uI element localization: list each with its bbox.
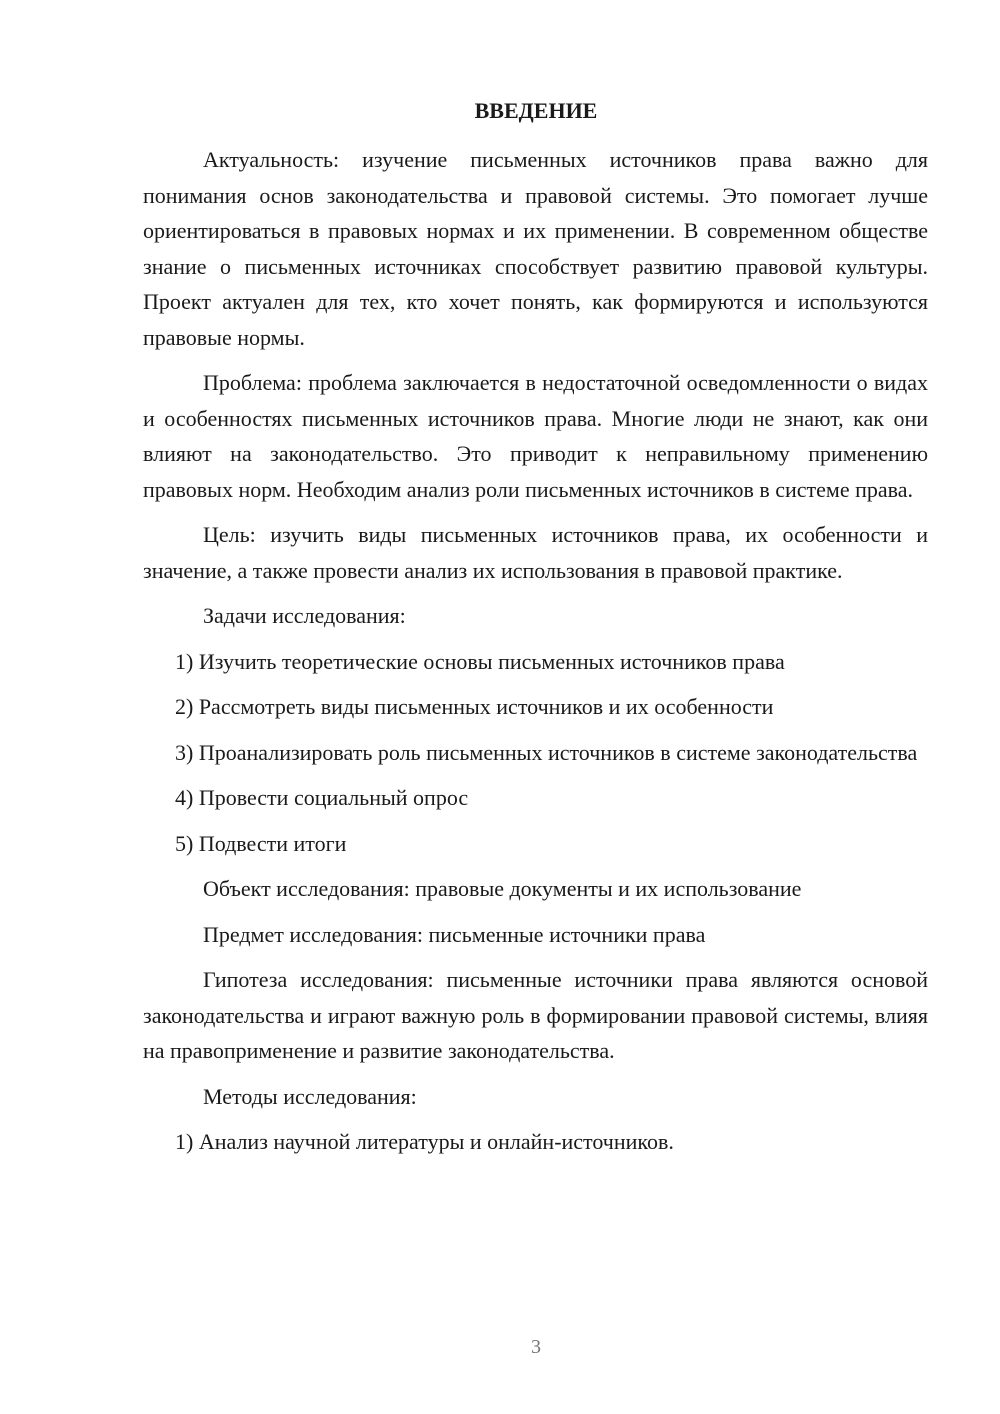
document-body	[143, 142, 928, 1170]
paragraph-goal: Цель: изучить виды письменных источников права, их особенности и значение, а также провести анализ их использования в правовой практике.	[143, 522, 928, 583]
task-item: 2) Рассмотреть виды письменных источников и их особенности	[175, 694, 774, 719]
methods-title: Методы исследования:	[203, 1083, 417, 1109]
task-item: 1) Изучить теоретические основы письменных источников права	[175, 648, 785, 674]
paragraph-object: Объект исследования: правовые документы и их использование	[203, 876, 802, 901]
task-item: 5) Подвести итоги	[175, 830, 347, 856]
paragraph-relevance: Актуальность: изучение письменных источников права важно для понимания основ законодательства и правовой системы. Это помогает лучше ориентироваться в правовых нормах и их применении. В современном обществе знание о письменных источниках способствует развитию правовой культуры. Проект актуален для тех, кто хочет понять, как формируются и используются правовые нормы.	[143, 147, 928, 350]
task-item: 4) Провести социальный опрос	[175, 785, 469, 810]
task-item: 3) Проанализировать роль письменных источников в системе законодательства	[175, 739, 918, 765]
paragraph-subject: Предмет исследования: письменные источники права	[203, 921, 706, 947]
page-title: ВВЕДЕНИЕ	[474, 98, 598, 123]
page-number: 3	[531, 1336, 541, 1358]
tasks-title: Задачи исследования:	[203, 603, 406, 628]
paragraph-hypothesis: Гипотеза исследования: письменные источники права являются основой законодательства и играют важную роль в формировании правовой системы, влияя на правоприменение и развитие законодательства.	[143, 967, 928, 1063]
paragraph-problem: Проблема: проблема заключается в недостаточной осведомленности о видах и особенностях письменных источников права. Многие люди не знают, как они влияют на законодательство. Это приводит к неправильному применению правовых норм. Необходим анализ роли письменных источников в системе права.	[143, 370, 928, 502]
method-item: 1) Анализ научной литературы и онлайн-источников.	[175, 1129, 674, 1154]
